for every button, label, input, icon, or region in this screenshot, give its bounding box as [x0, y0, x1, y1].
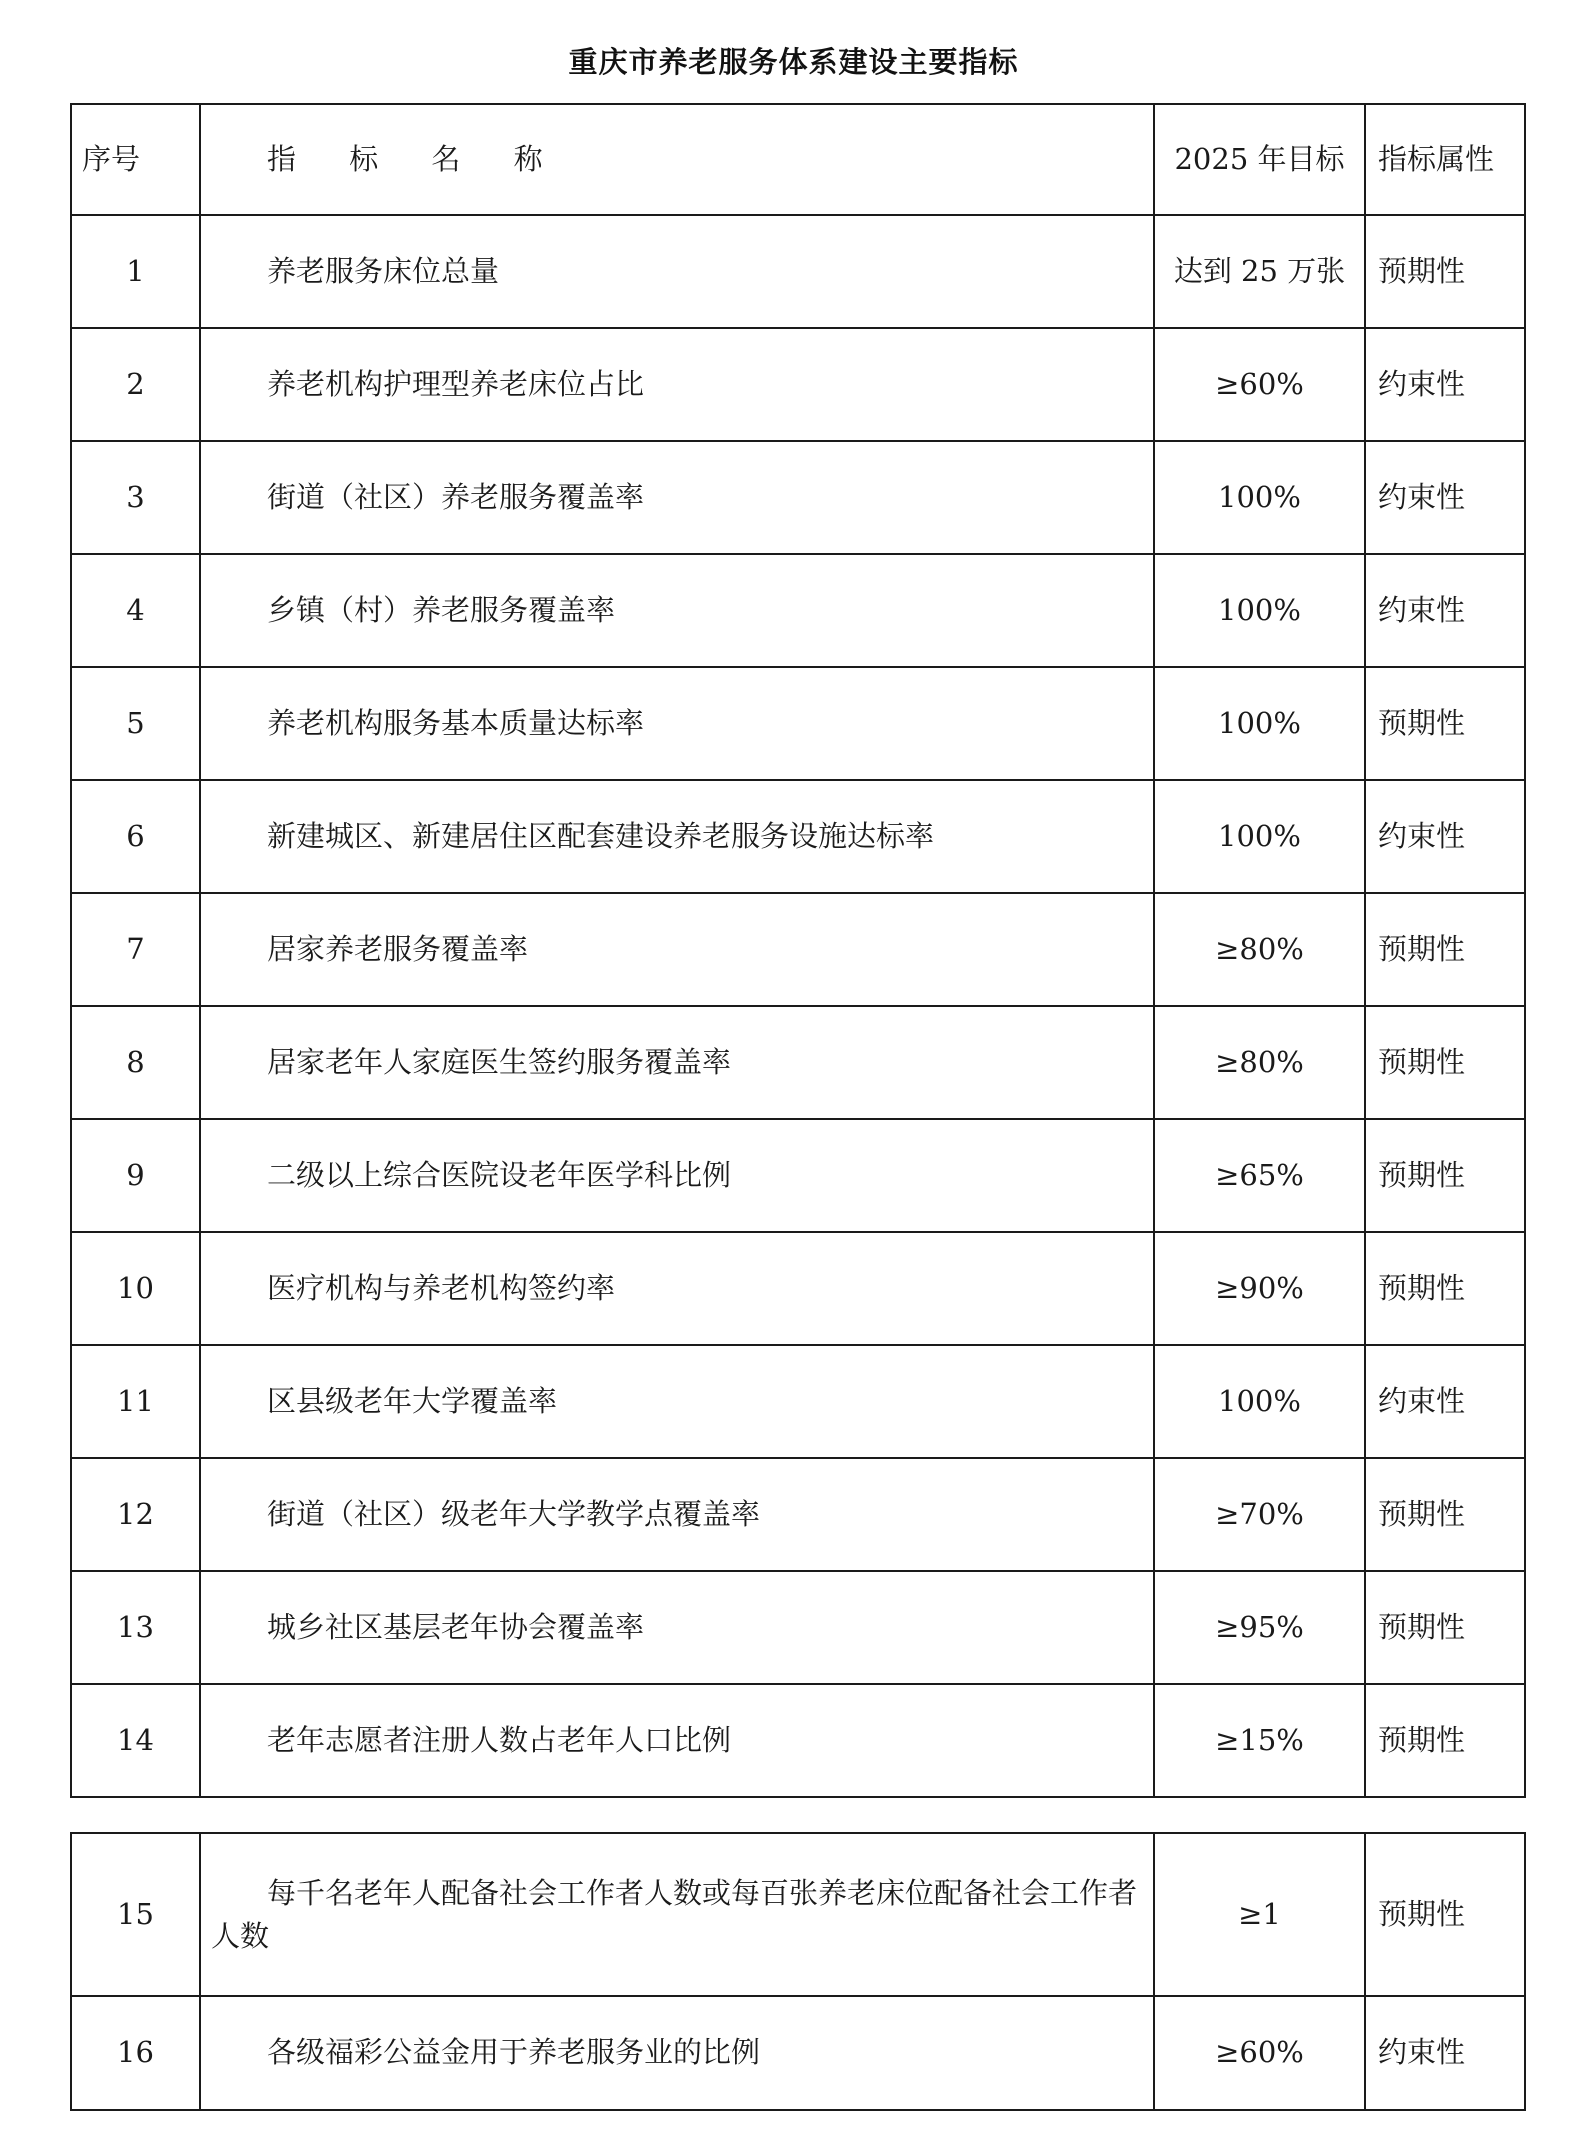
header-target-2025: 2025 年目标: [1154, 104, 1365, 215]
row-target-value: ≥60%: [1154, 328, 1365, 441]
row-target-value: 100%: [1154, 441, 1365, 554]
row-serial-number: 14: [71, 1684, 200, 1797]
row-indicator-name: 养老机构服务基本质量达标率: [200, 667, 1154, 780]
row-serial-number: 12: [71, 1458, 200, 1571]
row-indicator-attribute: 预期性: [1365, 1833, 1525, 1996]
row-indicator-name: 街道（社区）养老服务覆盖率: [200, 441, 1154, 554]
row-target-value: ≥80%: [1154, 1006, 1365, 1119]
table-row: [71, 441, 1525, 554]
row-target-value: ≥60%: [1154, 1996, 1365, 2110]
table-row: [71, 1232, 1525, 1345]
row-indicator-attribute: 约束性: [1365, 1996, 1525, 2110]
indicator-table-part-2: [70, 1832, 1526, 2111]
header-indicator-attribute: 指标属性: [1365, 104, 1525, 215]
row-serial-number: 15: [71, 1833, 200, 1996]
table-row: [71, 554, 1525, 667]
header-indicator-name: 指 标 名 称: [200, 104, 1154, 215]
row-serial-number: 6: [71, 780, 200, 893]
row-indicator-attribute: 约束性: [1365, 328, 1525, 441]
row-serial-number: 3: [71, 441, 200, 554]
table-row: [71, 780, 1525, 893]
table-row: [71, 1006, 1525, 1119]
row-serial-number: 9: [71, 1119, 200, 1232]
row-serial-number: 11: [71, 1345, 200, 1458]
page-title: 重庆市养老服务体系建设主要指标: [568, 45, 1019, 79]
row-target-value: 100%: [1154, 1345, 1365, 1458]
row-indicator-attribute: 预期性: [1365, 667, 1525, 780]
row-serial-number: 16: [71, 1996, 200, 2110]
row-indicator-attribute: 预期性: [1365, 215, 1525, 328]
row-target-value: ≥70%: [1154, 1458, 1365, 1571]
row-serial-number: 7: [71, 893, 200, 1006]
header-serial-number: 序号: [71, 104, 200, 215]
row-target-value: ≥90%: [1154, 1232, 1365, 1345]
row-indicator-name: 居家老年人家庭医生签约服务覆盖率: [200, 1006, 1154, 1119]
table-row: [71, 1684, 1525, 1797]
indicator-table-part-1: [70, 103, 1526, 1798]
row-serial-number: 4: [71, 554, 200, 667]
row-indicator-name: 居家养老服务覆盖率: [200, 893, 1154, 1006]
row-indicator-attribute: 预期性: [1365, 1458, 1525, 1571]
row-indicator-name: 街道（社区）级老年大学教学点覆盖率: [200, 1458, 1154, 1571]
row-indicator-attribute: 预期性: [1365, 1571, 1525, 1684]
row-indicator-name: 二级以上综合医院设老年医学科比例: [200, 1119, 1154, 1232]
row-target-value: ≥1: [1154, 1833, 1365, 1996]
row-indicator-attribute: 约束性: [1365, 441, 1525, 554]
row-serial-number: 2: [71, 328, 200, 441]
row-target-value: ≥65%: [1154, 1119, 1365, 1232]
row-target-value: 达到 25 万张: [1154, 215, 1365, 328]
table-row: [71, 893, 1525, 1006]
row-indicator-name: 每千名老年人配备社会工作者人数或每百张养老床位配备社会工作者人数: [200, 1833, 1154, 1996]
row-indicator-name: 乡镇（村）养老服务覆盖率: [200, 554, 1154, 667]
row-target-value: 100%: [1154, 780, 1365, 893]
row-target-value: ≥95%: [1154, 1571, 1365, 1684]
row-indicator-attribute: 预期性: [1365, 1684, 1525, 1797]
row-indicator-attribute: 预期性: [1365, 1006, 1525, 1119]
row-target-value: ≥15%: [1154, 1684, 1365, 1797]
row-indicator-name: 各级福彩公益金用于养老服务业的比例: [200, 1996, 1154, 2110]
row-indicator-name: 医疗机构与养老机构签约率: [200, 1232, 1154, 1345]
table-row: [71, 1345, 1525, 1458]
row-serial-number: 1: [71, 215, 200, 328]
row-serial-number: 5: [71, 667, 200, 780]
table-header-row: [71, 104, 1525, 215]
row-target-value: 100%: [1154, 667, 1365, 780]
table-row: [71, 1119, 1525, 1232]
table-row: [71, 215, 1525, 328]
table-row: [71, 1458, 1525, 1571]
row-indicator-attribute: 约束性: [1365, 1345, 1525, 1458]
table-row: [71, 1571, 1525, 1684]
row-indicator-attribute: 预期性: [1365, 1119, 1525, 1232]
row-indicator-attribute: 约束性: [1365, 554, 1525, 667]
row-indicator-attribute: 约束性: [1365, 780, 1525, 893]
row-serial-number: 8: [71, 1006, 200, 1119]
row-serial-number: 13: [71, 1571, 200, 1684]
row-target-value: 100%: [1154, 554, 1365, 667]
row-indicator-attribute: 预期性: [1365, 893, 1525, 1006]
table-row: [71, 328, 1525, 441]
row-indicator-name: 养老机构护理型养老床位占比: [200, 328, 1154, 441]
row-serial-number: 10: [71, 1232, 200, 1345]
table-row: [71, 1996, 1525, 2110]
row-indicator-name: 老年志愿者注册人数占老年人口比例: [200, 1684, 1154, 1797]
row-indicator-name: 城乡社区基层老年协会覆盖率: [200, 1571, 1154, 1684]
row-indicator-name: 新建城区、新建居住区配套建设养老服务设施达标率: [200, 780, 1154, 893]
row-indicator-name: 养老服务床位总量: [200, 215, 1154, 328]
row-target-value: ≥80%: [1154, 893, 1365, 1006]
row-indicator-attribute: 预期性: [1365, 1232, 1525, 1345]
table-row: [71, 1833, 1525, 1996]
table-row: [71, 667, 1525, 780]
row-indicator-name: 区县级老年大学覆盖率: [200, 1345, 1154, 1458]
